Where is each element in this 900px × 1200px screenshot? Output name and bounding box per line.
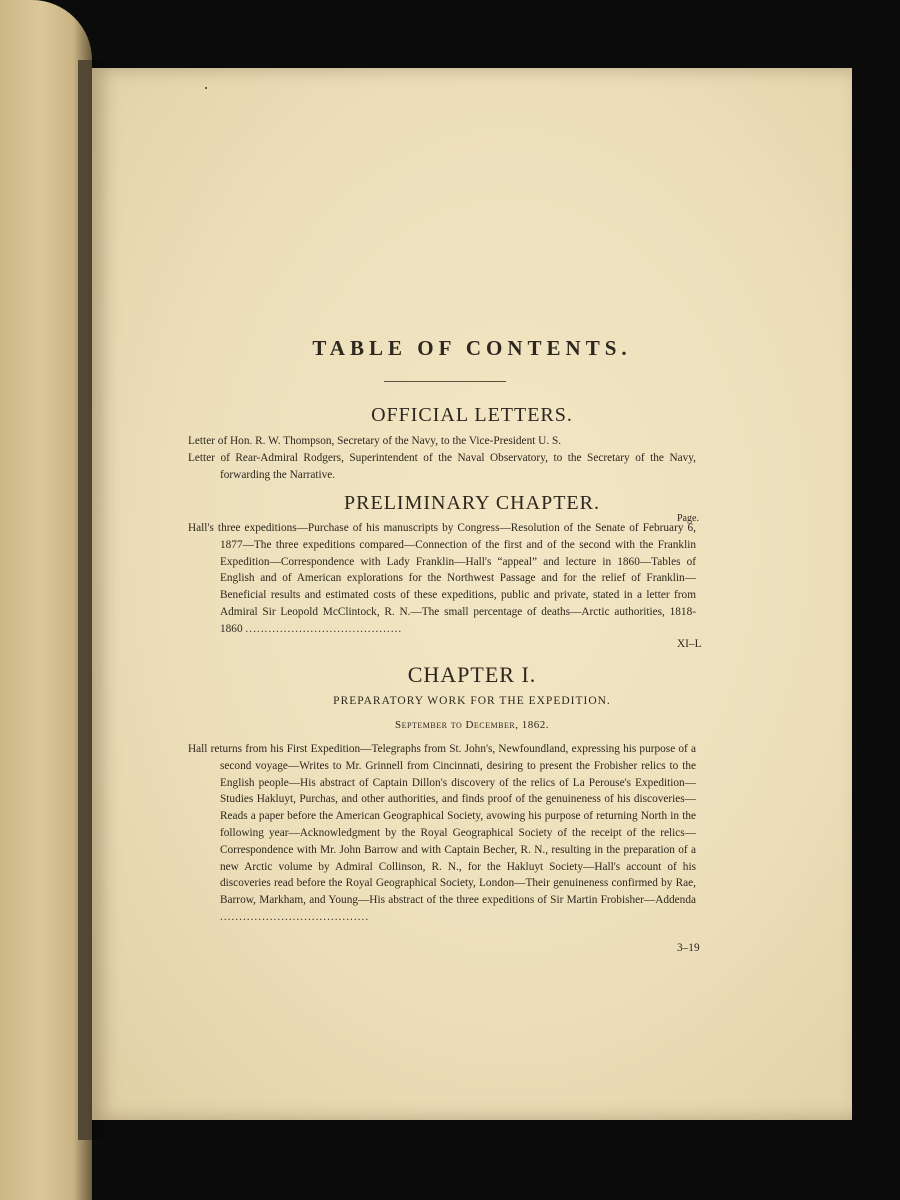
page-column-label: Page. (677, 513, 699, 524)
page-title: TABLE OF CONTENTS. (312, 336, 632, 360)
book-page (92, 68, 852, 1120)
preliminary-chapter-pages: XI–L (677, 638, 702, 650)
official-letters-heading: OFFICIAL LETTERS. (371, 404, 573, 426)
title-rule (384, 381, 506, 382)
official-letter-entry: Letter of Hon. R. W. Thompson, Secretary of the Navy, to the Vice-President U. S. (188, 435, 562, 447)
official-letter-entry: Letter of Rear-Admiral Rodgers, Superintendent of the Naval Observatory, to the Secretary of the Navy, forwarding the Narrative. (188, 452, 696, 481)
chapter-1-pages: 3–19 (677, 942, 700, 954)
chapter-1-heading: CHAPTER I. (407, 662, 537, 687)
summary-text: Hall's three expeditions—Purchase of his manuscripts by Congress—Resolution of the Senate of February 6, 1877—The three expeditions compared—Connection of the first and of the second with the Franklin Expedition—Correspondence with Lady Franklin—Hall's “appeal” and lecture in 1860—Tables of English and of American explorations for the Northwest Passage and for the relief of Franklin—Beneficial results and estimated costs of these expeditions, public and private, stated in a letter from Admiral Sir Leopold McClintock, R. N.—The small percentage of deaths—Arctic authorities, 1818-1860 (188, 522, 696, 635)
chapter-1-date-range: September to December, 1862. (395, 719, 549, 731)
summary-text: Hall returns from his First Expedition—Telegraphs from St. John's, Newfoundland, expressing his purpose of a second voyage—Writes to Mr. Grinnell from Cincinnati, desiring to present the Frobisher relics to the English people—His abstract of Captain Dillon's discovery of the relics of La Perouse's Expedition—Studies Hakluyt, Purchas, and other authorities, and finds proof of the genuineness of his discoveries—Reads a paper before the American Geographical Society, avowing his purpose of returning North in the following year—Acknowledgment by the Royal Geographical Society of the receipt of the relics—Correspondence with Mr. John Barrow and with Captain Becher, R. N., resulting in the preparation of a new Arctic volume by Admiral Collinson, R. N., for the Hakluyt Society—Hall's account of his discoveries read before the Royal Geographical Society, London—Their genuineness confirmed by Rae, Barrow, Markham, and Young—His abstract of the three expeditions of Sir Martin Frobisher—Addenda (188, 743, 696, 907)
chapter-1-subheading: PREPARATORY WORK FOR THE EXPEDITION. (333, 695, 611, 707)
dot-leader: ......................................... (245, 622, 403, 635)
preliminary-chapter-summary (188, 520, 696, 638)
table-of-contents (92, 68, 852, 1120)
chapter-1-summary (188, 741, 696, 926)
preliminary-chapter-heading: PRELIMINARY CHAPTER. (344, 492, 600, 514)
dot-leader: ....................................... (220, 910, 370, 923)
